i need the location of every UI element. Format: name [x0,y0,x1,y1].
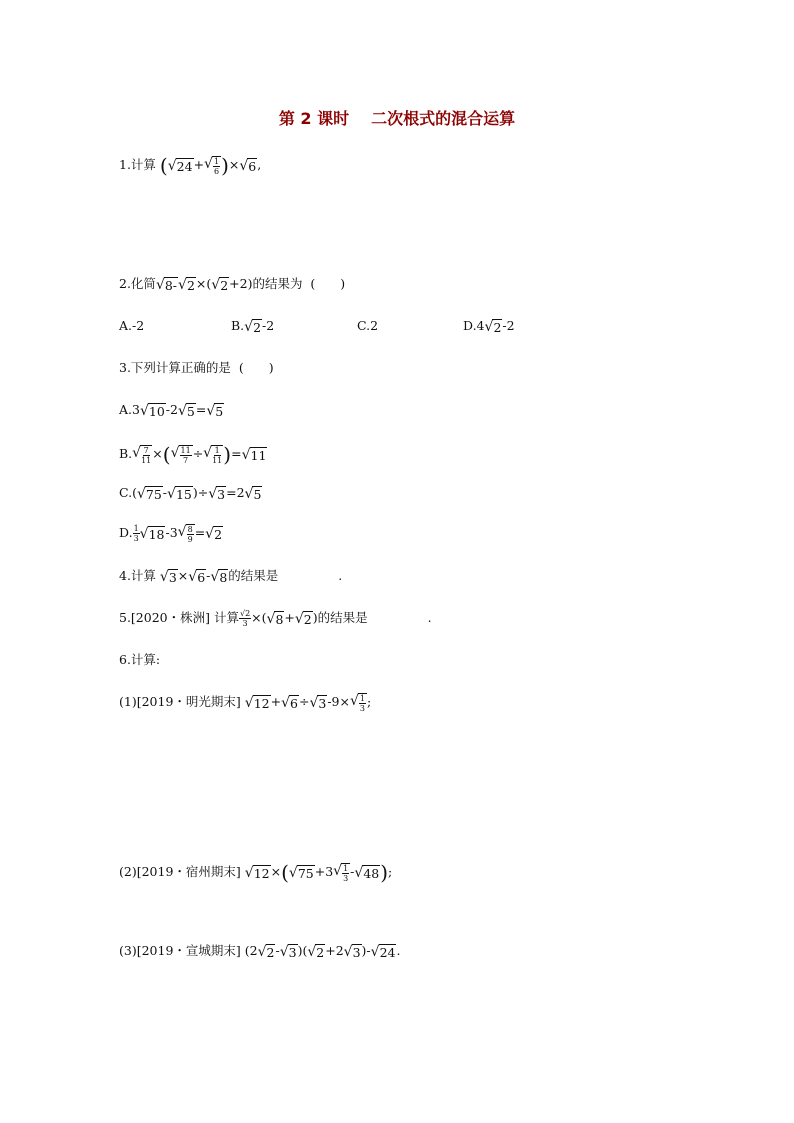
math-text: √ [188,568,198,585]
math-text: 1 [133,524,139,533]
math-text: 24 [379,944,396,960]
math-text: √ [132,444,142,461]
sqrt-expression [140,403,166,419]
math-text: C.( [119,485,137,500]
sqrt-expression [258,944,276,960]
math-text: 2 [266,944,275,960]
math-text: √ [167,485,176,502]
math-text [211,445,223,465]
fraction [342,864,349,883]
math-text: ( [281,860,289,885]
math-text: 2 [186,277,195,293]
sqrt-expression [167,486,193,502]
sqrt-expression [210,569,228,585]
sqrt-24 [168,158,194,174]
math-text: √ [281,694,290,711]
math-text: √ [354,864,364,881]
fraction [239,609,251,628]
math-text: 6.计算: [119,652,161,667]
math-text: - [350,864,355,879]
math-text: 3 [217,486,226,502]
fraction [133,524,140,543]
math-text: = [194,525,206,540]
sqrt-expression [344,944,362,960]
math-text [179,445,193,465]
math-text: √ [170,444,180,461]
math-text: 1 [343,863,349,873]
sqrt [178,277,196,293]
answer-blank: ( ) [310,276,346,291]
math-text: √ [136,485,146,502]
math-text: √ [279,943,289,960]
sqrt-expression [289,865,315,881]
math-text: √ [211,276,221,293]
q3-option-c [119,483,262,503]
math-text: 9 [187,534,193,544]
math-text: D. [119,525,133,540]
math-text: 3 [359,703,365,713]
sqrt-expression [333,863,350,883]
math-text: ( [162,442,171,467]
paren-close: ) [221,153,229,178]
option-d [463,316,515,336]
sqrt-expression [140,526,166,542]
math-text: 3 [318,695,327,711]
math-text: √ [244,318,254,335]
math-text [140,445,152,465]
sqrt-expression [137,486,163,502]
math-text: 11 [250,447,267,463]
math-text: 11 [180,445,191,455]
math-text: √ [257,943,267,960]
fraction [359,694,366,713]
math-text: √ [205,525,215,542]
math-text: √ [266,610,276,627]
sqrt-expression [245,865,271,881]
math-text: . [338,568,343,583]
math-text: 5 [215,403,224,419]
sqrt-expression [203,445,223,465]
math-text: 3 [352,944,361,960]
q2-text: +2)的结果为 [229,276,303,291]
math-text: D.4 [463,318,485,333]
math-text: √ [178,276,187,293]
math-text: √ [484,318,494,335]
question-2-options [119,316,515,336]
sqrt-expression [178,524,195,544]
math-text: 6 [248,158,257,174]
math-text: (2 [244,943,258,958]
math-text: √ [244,694,254,711]
math-text: 3 [288,944,297,960]
math-text: 3 [168,569,177,585]
math-text: -2 [165,402,178,417]
math-text: 2 [253,319,262,335]
math-text: 1 [213,156,220,166]
math-text: √ [203,444,213,461]
sqrt-expression [245,695,271,711]
math-text: )- [361,943,371,958]
question-1: 1.计算 ( √ 24 + √ $\frac{1}{6}$ )× √ 6 , [119,153,262,178]
math-text: 12 [253,865,270,881]
sqrt [211,277,229,293]
fraction [212,446,222,465]
option-a: A.-2 [119,318,145,333]
sqrt-expression [244,319,262,335]
option-c: C.2 [357,318,379,333]
math-text: -2 [502,318,515,333]
math-text: (3)[2019・宣城期末] [119,943,241,958]
math-text: . [427,610,432,625]
math-text: 7 [183,455,189,465]
math-text: √ [343,943,353,960]
math-text: 2 [220,277,229,293]
math-text [341,863,350,883]
math-text: √ [241,446,251,463]
math-text: 3 [133,534,139,543]
math-text: √ [244,485,254,502]
math-text: √ [159,568,169,585]
math-text: = [195,402,207,417]
math-text: √2 [239,609,251,618]
math-text: A.3 [119,402,140,417]
math-text: √ [288,864,298,881]
math-text: )( [297,943,308,958]
math-text: × [177,568,189,583]
sqrt-expression [281,695,299,711]
math-text: √ [177,523,187,540]
math-text: ÷ [192,446,204,461]
sqrt-6 [239,158,257,174]
sqrt-frac [204,156,221,176]
math-text: 1 [214,445,220,455]
q2-label: 2.化简 [119,276,156,291]
math-text: ; [388,864,393,879]
math-text: 2 [214,526,223,542]
sqrt-expression [171,445,193,465]
math-text: = [231,446,242,461]
math-text: B. [231,318,245,333]
math-text: 11 [212,455,223,465]
question-6 [119,650,160,670]
math-text: √ [294,610,304,627]
sqrt-expression [267,611,285,627]
math-text: +3 [314,864,334,879]
lesson-topic: 二次根式的混合运算 [371,109,516,128]
math-text [358,693,367,713]
math-text: B. [119,446,133,461]
sqrt-expression [242,447,268,463]
sqrt-expression [280,944,298,960]
math-text: 7 [143,445,149,455]
question-3 [119,358,274,378]
question-5 [119,608,432,628]
math-text: 8 [219,569,228,585]
math-text: √ [239,157,249,174]
math-text: 5.[2020・株洲] 计算 [119,610,239,625]
math-text: 1 [359,693,365,703]
q2-text: ×( [195,276,212,291]
sqrt-expression [245,486,263,502]
math-text: 8 [187,524,193,534]
answer-blank: ( ) [238,360,274,375]
option-b [231,316,357,336]
question-6-2 [119,862,392,883]
sqrt-expression [208,486,226,502]
math-text: √ [155,276,165,293]
math-text [212,156,221,176]
math-text: 3 [242,619,248,628]
q3-option-a [119,400,224,420]
math-text: × [152,446,163,461]
math-text: 11 [141,455,152,465]
math-text: -9× [327,694,350,709]
math-text: 15 [175,486,192,502]
math-text: √ [167,157,177,174]
question-4 [119,566,342,586]
math-text: √ [139,525,149,542]
q1-tail: , [257,157,262,172]
math-text: +2 [325,943,344,958]
math-text: √ [208,485,218,502]
fraction [141,446,151,465]
math-text: - [162,485,168,500]
math-text: 12 [253,695,270,711]
math-text: (2)[2019・宿州期末] [119,864,241,879]
sqrt-expression [350,693,367,713]
math-text [186,524,195,544]
math-text: 8- [164,277,178,293]
math-text: 2 [316,944,325,960]
math-text: √ [349,692,359,709]
math-text: √ [333,862,343,879]
math-text: + [270,694,282,709]
math-text: √ [307,943,317,960]
sqrt-expression [371,944,397,960]
lesson-label: 第 2 课时 [278,109,350,128]
sqrt-expression [485,319,503,335]
math-text: 18 [148,526,165,542]
math-text: 2 [303,611,312,627]
math-text: 5 [253,486,262,502]
paren-open: ( [159,153,168,178]
math-text: 24 [176,158,193,174]
math-text: - [275,943,280,958]
page-title [0,106,794,129]
sqrt [156,277,178,293]
math-text: 75 [145,486,162,502]
math-text: + [284,610,295,625]
question-6-1 [119,692,371,713]
math-text: . [396,943,401,958]
math-text: 48 [363,865,380,881]
sqrt-expression [206,403,224,419]
math-text: -3 [165,525,178,540]
math-text: √ [177,402,187,419]
math-text: 6 [290,695,298,711]
q3-option-b [119,444,267,465]
math-text: )÷ [192,485,209,500]
math-text: √ [370,943,380,960]
math-text: √ [204,155,213,172]
math-text: ) [223,442,232,467]
math-text: 4.计算 [119,568,156,583]
math-text: ) [380,860,389,885]
math-text: (1)[2019・明光期末] [119,694,241,709]
q3-option-d [119,523,223,544]
math-text: ÷ [298,694,310,709]
sqrt-expression [205,526,223,542]
q1-label: 1.计算 [119,157,156,172]
math-text: 75 [297,865,314,881]
math-text: √ [139,402,149,419]
math-text: 6 [213,166,220,176]
sqrt-expression [132,445,152,465]
math-text: 3 [343,873,349,883]
math-text: √ [309,694,319,711]
question-2 [119,274,345,294]
sqrt-expression [354,865,380,881]
sqrt-expression [295,611,313,627]
fraction [187,525,194,544]
math-text: × [270,864,282,879]
math-text: - [206,568,211,583]
sqrt-expression [178,403,196,419]
math-text: √ [206,402,216,419]
math-text: ×( [251,610,267,625]
math-text: =2 [226,485,245,500]
math-text: ; [366,694,372,709]
math-text: √ [244,864,254,881]
math-text: √ [210,568,220,585]
math-text: )的结果是 [312,610,368,625]
question-6-3 [119,941,400,961]
math-text: 的结果是 [228,568,279,583]
fraction [180,446,192,465]
math-text: 10 [148,403,165,419]
math-text: 5 [186,403,195,419]
math-text: 2 [493,319,502,335]
math-text: 6 [197,569,206,585]
q3-label: 3.下列计算正确的是 [119,360,231,375]
sqrt-expression [307,944,325,960]
fraction [213,157,220,176]
math-text: -2 [262,318,275,333]
sqrt-expression [160,569,178,585]
sqrt-expression [188,569,206,585]
math-text: 8 [275,611,284,627]
sqrt-expression [309,695,327,711]
